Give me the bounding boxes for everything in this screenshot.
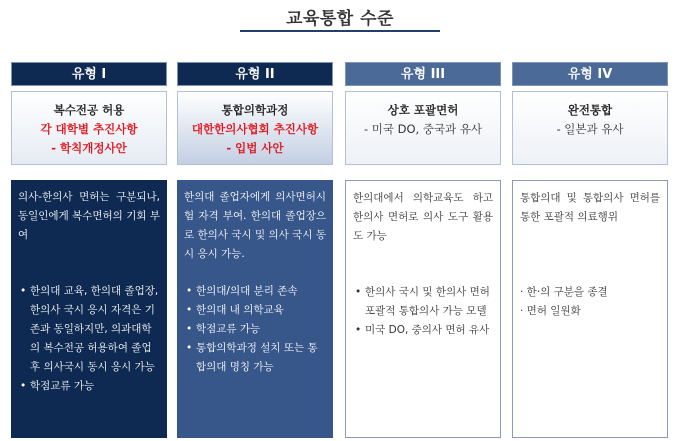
type-4-summary-title: 완전통합 <box>567 103 613 117</box>
type-2-summary-line-2: 대한한의사협회 추진사항 <box>191 122 319 136</box>
type-3-detail <box>345 180 501 438</box>
type-1-summary <box>11 91 167 165</box>
type-1-summary-title: 복수전공 허용 <box>53 103 125 117</box>
type-2-list <box>184 282 326 377</box>
type-2-column <box>177 62 333 438</box>
list-item: · 한·의 구분을 종결 <box>520 286 608 298</box>
type-2-detail <box>177 180 333 438</box>
title-underline <box>240 30 440 32</box>
list-item: · 면허 일원화 <box>520 305 581 317</box>
list-item: • 통합의학과정 설치 또는 통합의대 명칭 가능 <box>184 339 326 377</box>
type-1-list <box>18 282 160 396</box>
type-2-summary-title: 통합의학과정 <box>221 103 289 117</box>
list-item: • 학점교류 가능 <box>184 320 326 339</box>
type-1-summary-line-3: - 학칙개정사안 <box>51 141 127 155</box>
type-4-summary-line-2: - 일본과 유사 <box>556 122 624 136</box>
list-item: • 한의대 내 의학교육 <box>184 301 326 320</box>
type-4-summary <box>512 91 668 165</box>
type-3-header: 유형 III <box>345 62 501 86</box>
type-4-header: 유형 IV <box>512 62 668 86</box>
type-1-description: 의사-한의사 면허는 구분되나, 동일인에게 복수면허의 기회 부여 <box>18 191 160 241</box>
type-1-detail <box>11 180 167 438</box>
type-4-detail <box>512 180 668 438</box>
type-3-summary-line-2: - 미국 DO, 중국과 유사 <box>363 122 483 136</box>
type-2-header: 유형 II <box>177 62 333 86</box>
type-1-column <box>11 62 167 438</box>
type-3-summary <box>345 91 501 165</box>
list-item: • 한의대/의대 분리 존속 <box>184 282 326 301</box>
type-3-summary-title: 상호 포괄면허 <box>387 103 459 117</box>
type-3-description: 한의대에서 의학교육도 하고 한의사 면허로 의사 도구 활용도 가능 <box>353 192 493 242</box>
type-2-description: 한의대 졸업자에게 의사면허시험 자격 부여. 한의대 졸업장으로 한의사 국시 및 의사 국시 동시 응시 가능. <box>184 191 326 260</box>
type-4-column <box>512 62 668 438</box>
type-4-description: 통합의대 및 통합의사 면허를 통한 포괄적 의료행위 <box>520 192 660 223</box>
type-3-list <box>353 283 493 340</box>
list-item: • 한의사 국시 및 한의사 면허 포괄적 통합의사 가능 모델 <box>353 283 493 321</box>
list-item: • 한의대 교육, 한의대 졸업장, 한의사 국시 응시 자격은 기존과 동일하지만, 의과대학의 복수전공 허용하여 졸업 후 의사국시 동시 응시 가능 <box>18 282 160 377</box>
type-2-summary-line-3: - 입법 사안 <box>226 141 284 155</box>
type-1-header: 유형 I <box>11 62 167 86</box>
list-item: • 미국 DO, 중의사 면허 유사 <box>353 321 493 340</box>
type-2-summary <box>177 91 333 165</box>
page-title: 교육통합 수준 <box>286 9 394 29</box>
type-4-list <box>520 283 660 321</box>
list-item: • 학점교류 가능 <box>18 377 160 396</box>
type-3-column <box>345 62 501 438</box>
type-1-summary-line-2: 각 대학별 추진사항 <box>40 122 138 136</box>
